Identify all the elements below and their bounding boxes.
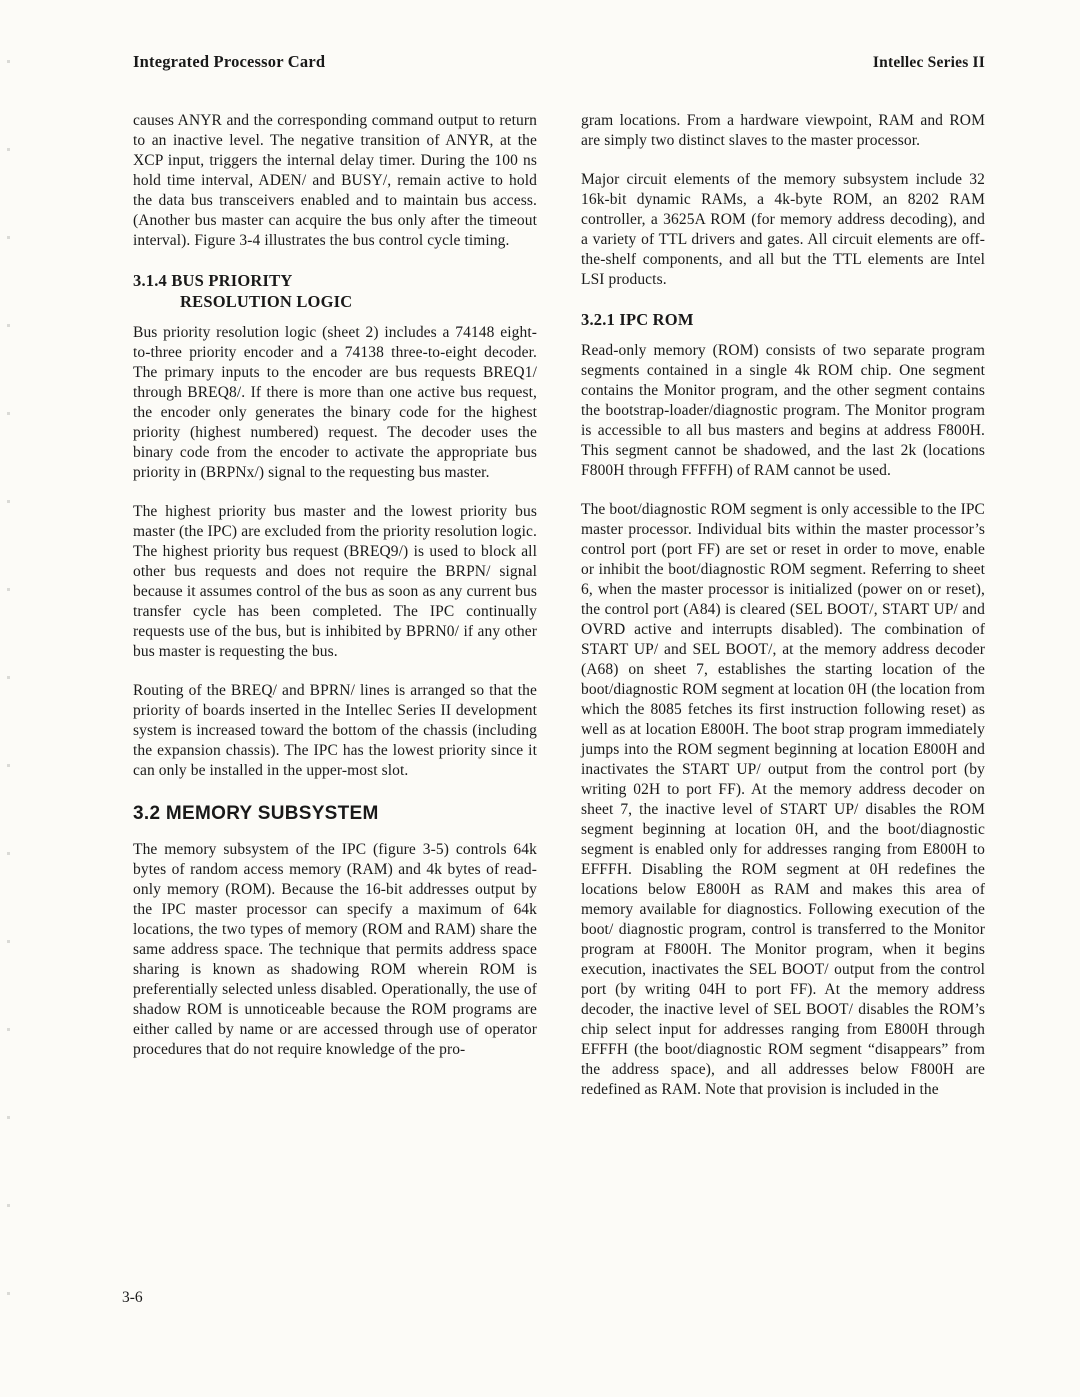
running-header: [133, 52, 985, 72]
right-column: [581, 111, 985, 1119]
paragraph-priority-encoder: Bus priority resolution logic (sheet 2) includes a 74148 eight-to-three priority encoder and a 74138 three-to-eight decoder. The primary inputs to the encoder are bus requests BREQ1/ through BREQ8/. If there is more than one active bus request, the encoder only generates the binary code for the highest priority (highest numbered) request. The decoder uses the binary code from the encoder to activate the appropriate bus priority in (BRPNx/) signal to the requesting bus master.: [133, 324, 537, 481]
paragraph-boot-diagnostic-rom: The boot/diagnostic ROM segment is only accessible to the IPC master processor. Individual bits within the master processor’s control port (port FF) are set or reset in order to move, enable or inhibit the boot/diagnostic ROM segment. Referring to sheet 6, when the master processor is initialized (power on or reset), the control port (A84) is cleared (SEL BOOT/, START UP/ and OVRD active and interrupts disabled). The combination of START UP/ and SEL BOOT/, at the memory address decoder (A68) on sheet 7, establishes the starting location of the boot/diagnostic ROM segment at location 0H (the location from which the 8085 fetches its first instruction following reset) as well as at location E800H. The boot strap program immediately jumps into the ROM segment beginning at location E800H and inactivates the START UP/ output from the control port (by writing 02H to port FF). At the memory address decoder on sheet 7, the inactive level of START UP/ disables the ROM segment beginning at location 0H, and the boot/diagnostic segment is enabled only for addresses ranging from E800H to EFFFH. Disabling the ROM segment at 0H redefines the locations below E800H as RAM and makes this area of memory available for diagnostics. Following execution of the boot/ diagnostic program, control is transferred to the Monitor program at F800H. The Monitor program, when it begins execution, inactivates the SEL BOOT/ output from the control port (by writing 04H to port FF). At the memory address decoder, the inactive level of SEL BOOT/ disables the ROM’s chip select input for addresses ranging from E800H through EFFFH (the boot/diagnostic ROM segment “disappears” from the address space), and all addresses below F800H are redefined as RAM. Note that provision is included in the: [581, 501, 985, 1098]
heading-3-2-memory-subsystem: 3.2 MEMORY SUBSYSTEM: [133, 803, 379, 824]
paragraph-priority-exclusions: The highest priority bus master and the lowest priority bus master (the IPC) are excluded from the priority resolution logic. The highest priority bus request (BREQ9/) is used to block all other bus requests and does not require the BRPN/ signal because it assumes control of the bus as soon as any current bus transfer cycle has been completed. The IPC continually requests use of the bus, but is inhibited by BPRN0/ if any other bus master is requesting the bus.: [133, 503, 537, 660]
paragraph-rom-segments: Read-only memory (ROM) consists of two separate program segments contained in a single 4k ROM chip. One segment contains the Monitor program, and the other segment contains the bootstrap-loader/diagnostic program. The Monitor program is accessible to all bus masters and begins at address F800H. This segment cannot be shadowed, and the last 2k (locations F800H through FFFFH) of RAM cannot be used.: [581, 342, 985, 479]
left-column: [133, 111, 537, 1119]
paragraph-memory-overview: The memory subsystem of the IPC (figure 3-5) controls 64k bytes of random access memory (RAM) and 4k bytes of read-only memory (ROM). Because the 16-bit addresses output by the IPC master processor can specify a maximum of 64k locations, the two types of memory (ROM and RAM) share the same address space. The technique that permits address space sharing is known as shadowing ROM wherein ROM is preferentially selected unless disabled. Operationally, the use of shadow ROM is unnoticeable because the ROM programs are either called by name or are accessed through use of operator procedures that do not require knowledge of the pro-: [133, 841, 537, 1058]
heading-3-1-4-line2: RESOLUTION LOGIC: [180, 292, 353, 311]
page-number: 3-6: [122, 1289, 143, 1306]
page-footer: [122, 1289, 143, 1307]
heading-3-2-1-ipc-rom: 3.2.1 IPC ROM: [581, 310, 694, 329]
paragraph-anyr-timing: causes ANYR and the corresponding command output to return to an inactive level. The negative transition of ANYR, at the XCP input, triggers the internal delay timer. During the 100 ns hold time interval, ADEN/ and BUSY/, remain active to hold the data bus transceivers enabled and to maintain bus access. (Another bus master can acquire the bus only after the timeout interval). Figure 3-4 illustrates the bus control cycle timing.: [133, 112, 537, 249]
heading-3-1-4-line1: 3.1.4 BUS PRIORITY: [133, 271, 293, 290]
scan-edge-marks-decoration: [7, 60, 10, 1300]
paragraph-breq-routing: Routing of the BREQ/ and BPRN/ lines is arranged so that the priority of boards inserted in the Intellec Series II development system is increased toward the bottom of the chassis (including the expansion chassis). The IPC has the lowest priority since it can only be installed in the upper-most slot.: [133, 682, 537, 779]
two-column-body: [133, 111, 985, 1119]
running-header-left-title: Integrated Processor Card: [133, 52, 326, 71]
paragraph-circuit-elements: Major circuit elements of the memory subsystem include 32 16k-bit dynamic RAMs, a 4k-byte ROM, an 8202 RAM controller, a 3625A ROM (for memory address decoding), and a variety of TTL drivers and gates. All circuit elements are off-the-shelf components, and all but the TTL elements are Intel LSI products.: [581, 171, 985, 288]
paragraph-memory-overview-continued: gram locations. From a hardware viewpoint, RAM and ROM are simply two distinct slaves to the master processor.: [581, 112, 985, 149]
running-header-right-title: Intellec Series II: [872, 54, 985, 71]
heading-3-1-4-bus-priority: [133, 270, 537, 312]
